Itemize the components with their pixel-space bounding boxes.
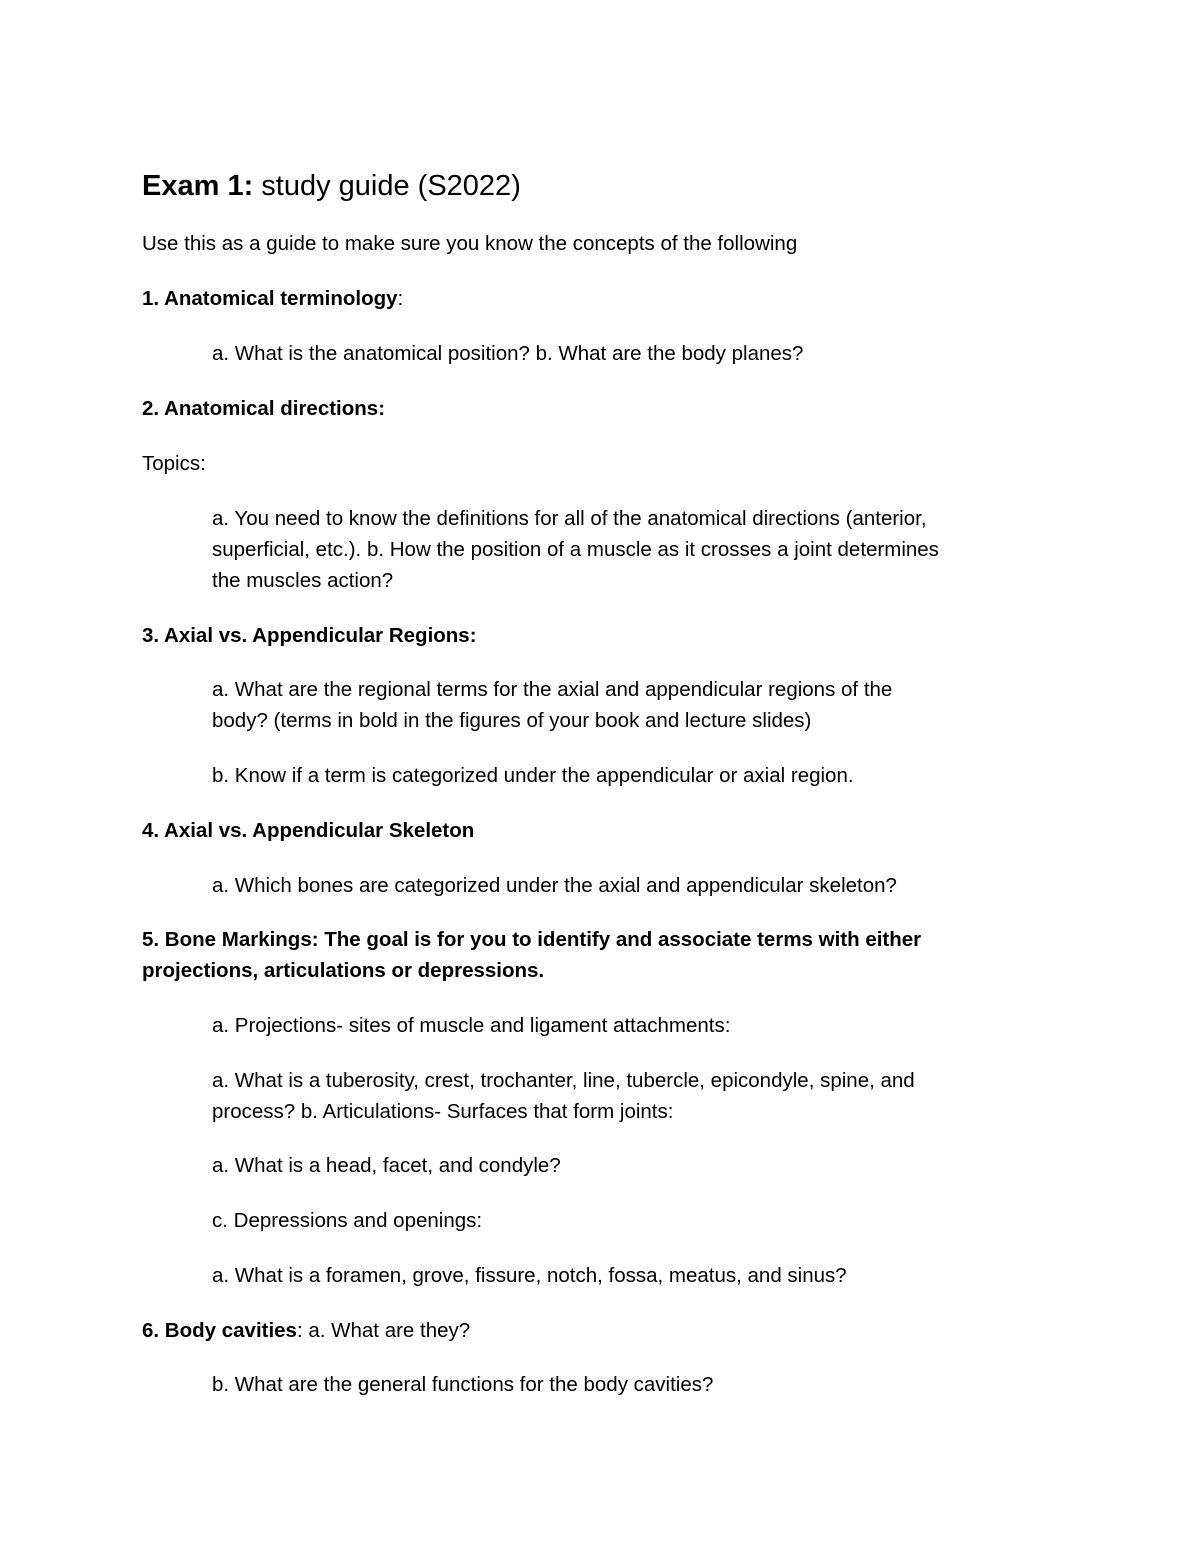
section-5-heading-line-1 (142, 924, 921, 955)
section-3-title: 3. Axial vs. Appendicular Regions: (142, 624, 477, 647)
section-5-depressions-question: a. What is a foramen, grove, fissure, notch, fossa, meatus, and sinus? (212, 1264, 847, 1287)
section-6-inline-question: : a. What are they? (296, 1319, 471, 1342)
section-5-question-line-1: a. What is a tuberosity, crest, trochanter, line, tubercle, epicondyle, spine, and (212, 1069, 915, 1092)
section-4-question-a: a. Which bones are categorized under the axial and appendicular skeleton? (212, 874, 897, 897)
section-4-title: 4. Axial vs. Appendicular Skeleton (142, 819, 475, 842)
section-6-question-b: b. What are the general functions for the body cavities? (212, 1373, 714, 1396)
section-2-title: 2. Anatomical directions: (142, 397, 386, 420)
section-3-heading (142, 620, 477, 651)
section-5-articulations-question: a. What is a head, facet, and condyle? (212, 1154, 561, 1177)
section-5-title-2: projections, articulations or depressions. (142, 959, 545, 982)
section-5-heading-line-2 (142, 955, 544, 986)
section-1-title: 1. Anatomical terminology (142, 287, 398, 310)
section-2-question-line-3: the muscles action? (212, 569, 394, 592)
section-2-question-line-2: superficial, etc.). b. How the position of a muscle as it crosses a joint determines (212, 538, 939, 561)
title-bold: Exam 1: (142, 170, 254, 202)
section-2-heading (142, 393, 385, 424)
section-4-heading (142, 815, 474, 846)
section-6-heading (142, 1315, 470, 1346)
section-5-depressions: c. Depressions and openings: (212, 1209, 483, 1232)
section-3-question-a-line-2: body? (terms in bold in the figures of your book and lecture slides) (212, 709, 812, 732)
section-5-projections: a. Projections- sites of muscle and ligament attachments: (212, 1014, 731, 1037)
section-3-question-b: b. Know if a term is categorized under the appendicular or axial region. (212, 764, 854, 787)
section-6-title: 6. Body cavities (142, 1319, 297, 1342)
title-rest: study guide (S2022) (253, 170, 521, 202)
document-title (142, 166, 521, 206)
section-3-question-a-line-1: a. What are the regional terms for the axial and appendicular regions of the (212, 678, 893, 701)
section-2-question-line-1: a. You need to know the definitions for all of the anatomical directions (anterior, (212, 507, 927, 530)
section-1-question: a. What is the anatomical position? b. What are the body planes? (212, 342, 804, 365)
section-1-heading: 1. Anatomical terminology: (142, 287, 404, 310)
section-5-question-line-2: process? b. Articulations- Surfaces that form joints: (212, 1100, 674, 1123)
section-5-title-1: 5. Bone Markings: The goal is for you to identify and associate terms with either (142, 928, 922, 951)
section-2-topics: Topics: (142, 452, 206, 475)
intro-text: Use this as a guide to make sure you know the concepts of the following (142, 232, 798, 255)
